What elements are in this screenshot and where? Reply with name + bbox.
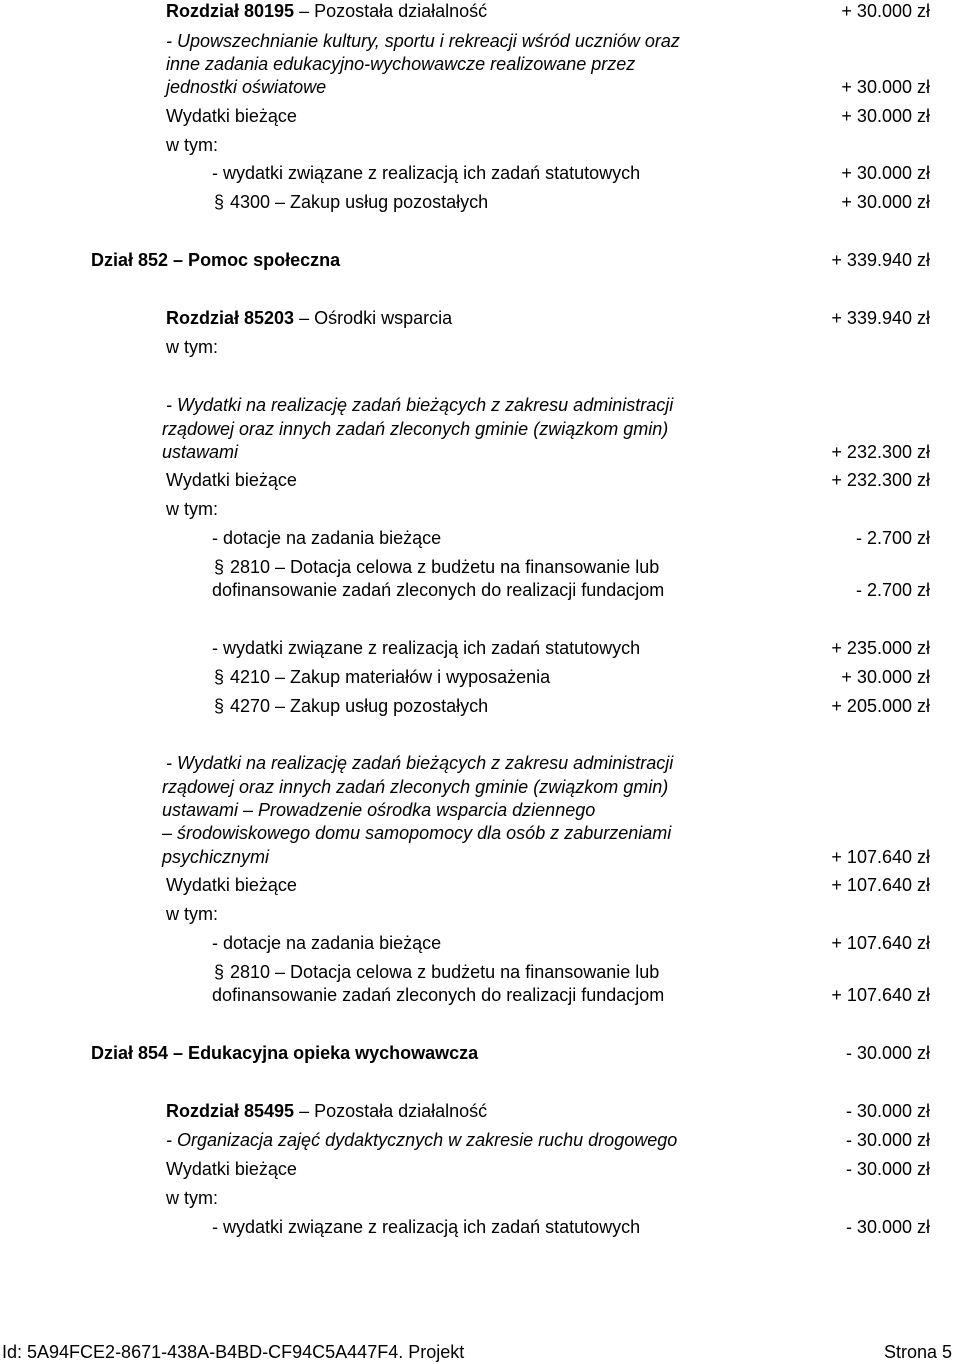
section-sign: § [214,192,225,212]
task-80195-line-1: - Upowszechnianie kultury, sportu i rekreacji wśród uczniów oraz [166,31,680,51]
budget-item-4270: § 4270 – Zakup usług pozostałych [214,696,489,716]
document-id-footer: Id: 5A94FCE2-8671-438A-B4BD-CF94C5A447F4. Projekt [2,1342,465,1362]
section-sign: § [214,667,225,687]
statutory-expenses-amount: + 30.000 zł [841,163,930,183]
section-sign: § [214,557,225,577]
of-which-label: w tym: [166,337,218,357]
of-which-label: w tym: [166,1188,218,1208]
page-number-footer: Strona 5 [883,1342,952,1362]
task1-85203-amount: + 232.300 zł [831,442,930,462]
task-85495-amount: - 30.000 zł [845,1130,930,1150]
budget-item-4270-amount: + 205.000 zł [831,696,930,716]
task2-85203-amount: + 107.640 zł [831,847,930,867]
chapter-80195-amount: + 30.000 zł [841,1,930,21]
budget-item-2810-amount: - 2.700 zł [855,580,930,600]
division-854-amount: - 30.000 zł [845,1043,930,1063]
current-grants-amount: + 107.640 zł [831,933,930,953]
division-852-title: Dział 852 – Pomoc społeczna [91,250,341,270]
chapter-85203-title: Rozdział 85203 – Ośrodki wsparcia [166,308,453,328]
budget-item-4210: § 4210 – Zakup materiałów i wyposażenia [214,667,551,687]
budget-item-2810-line-2: dofinansowanie zadań zleconych do realizacji fundacjom [212,580,665,600]
current-grants-amount: - 2.700 zł [855,528,930,548]
task-80195-line-2: inne zadania edukacyjno-wychowawcze realizowane przez [166,54,636,74]
task-85495-line: - Organizacja zajęć dydaktycznych w zakresie ruchu drogowego [166,1130,678,1150]
budget-item-2810-line-1: § 2810 – Dotacja celowa z budżetu na finansowanie lub [214,962,660,982]
task1-85203-line-3: ustawami [162,442,239,462]
budget-item-4300-amount: + 30.000 zł [841,192,930,212]
budget-item-4210-amount: + 30.000 zł [841,667,930,687]
current-expenses-label: Wydatki bieżące [166,1159,297,1179]
budget-item-2810-amount: + 107.640 zł [831,985,930,1005]
of-which-label: w tym: [166,135,218,155]
current-grants-label: - dotacje na zadania bieżące [212,528,442,548]
section-sign: § [214,962,225,982]
statutory-expenses-label: - wydatki związane z realizacją ich zadań statutowych [212,1217,641,1237]
statutory-expenses-label: - wydatki związane z realizacją ich zadań statutowych [212,163,641,183]
current-expenses-amount: - 30.000 zł [845,1159,930,1179]
of-which-label: w tym: [166,904,218,924]
current-expenses-label: Wydatki bieżące [166,875,297,895]
chapter-85495-title: Rozdział 85495 – Pozostała działalność [166,1101,488,1121]
current-expenses-label: Wydatki bieżące [166,470,297,490]
statutory-expenses-amount: + 235.000 zł [831,638,930,658]
budget-item-2810-line-2: dofinansowanie zadań zleconych do realizacji fundacjom [212,985,665,1005]
division-852-amount: + 339.940 zł [831,250,930,270]
current-expenses-amount: + 232.300 zł [831,470,930,490]
statutory-expenses-amount: - 30.000 zł [845,1217,930,1237]
chapter-80195-title: Rozdział 80195 – Pozostała działalność [166,1,488,21]
task2-85203-line-5: psychicznymi [162,847,270,867]
statutory-expenses-label: - wydatki związane z realizacją ich zadań statutowych [212,638,641,658]
current-expenses-amount: + 30.000 zł [841,106,930,126]
task-80195-amount: + 30.000 zł [841,77,930,97]
chapter-85203-amount: + 339.940 zł [831,308,930,328]
of-which-label: w tym: [166,499,218,519]
division-854-title: Dział 854 – Edukacyjna opieka wychowawcza [91,1043,479,1063]
task1-85203-line-2: rządowej oraz innych zadań zleconych gminie (związkom gmin) [162,419,669,439]
task1-85203-line-1: - Wydatki na realizację zadań bieżących z zakresu administracji [166,395,674,415]
current-expenses-amount: + 107.640 zł [831,875,930,895]
budget-item-2810-line-1: § 2810 – Dotacja celowa z budżetu na finansowanie lub [214,557,660,577]
task2-85203-line-1: - Wydatki na realizację zadań bieżących z zakresu administracji [166,753,674,773]
budget-item-4300: § 4300 – Zakup usług pozostałych [214,192,489,212]
task2-85203-line-4: – środowiskowego domu samopomocy dla osób z zaburzeniami [162,823,672,843]
current-expenses-label: Wydatki bieżące [166,106,297,126]
task2-85203-line-3: ustawami – Prowadzenie ośrodka wsparcia dziennego [162,800,596,820]
section-sign: § [214,696,225,716]
task-80195-line-3: jednostki oświatowe [166,77,327,97]
chapter-85495-amount: - 30.000 zł [845,1101,930,1121]
task2-85203-line-2: rządowej oraz innych zadań zleconych gminie (związkom gmin) [162,777,669,797]
current-grants-label: - dotacje na zadania bieżące [212,933,442,953]
